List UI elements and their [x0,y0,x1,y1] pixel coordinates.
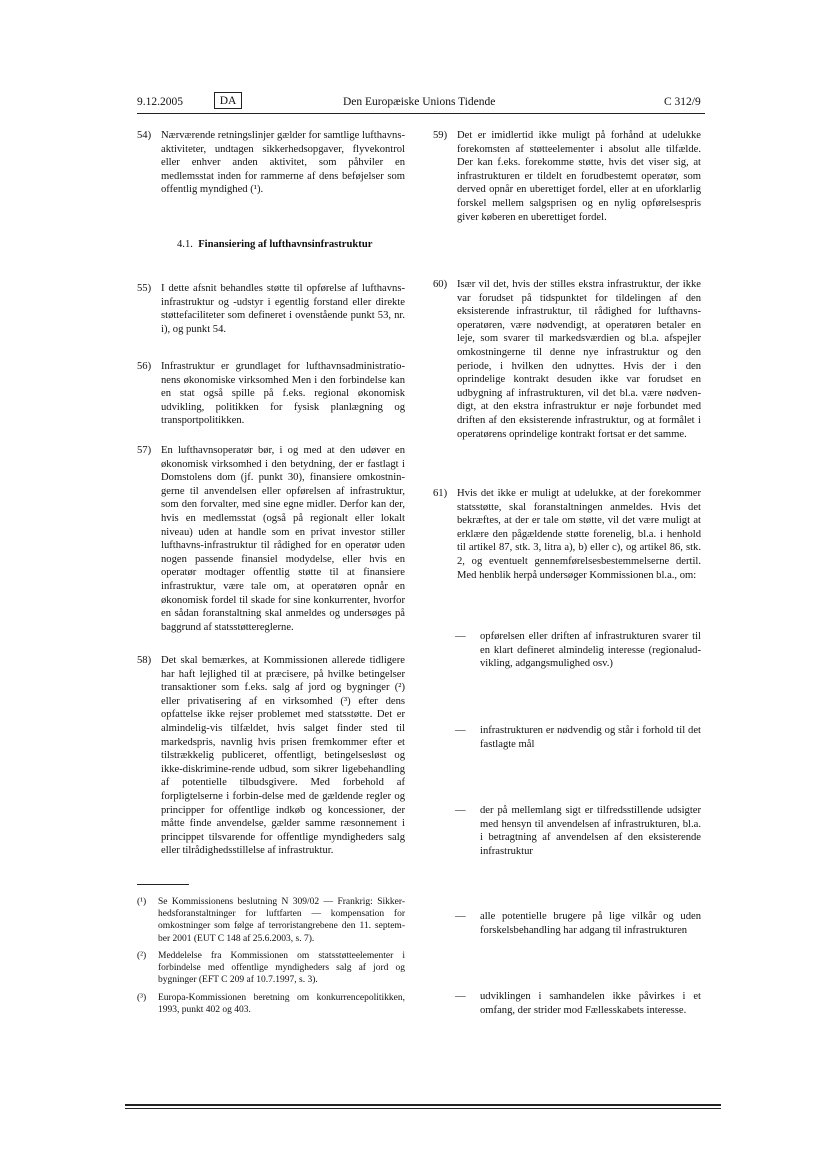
footnote-text: Europa-Kommissionen beretning om konkurrencepolitikken, 1993, punkt 402 og 403. [158,993,405,1016]
paragraph-55 [137,282,405,336]
section-heading [177,238,372,252]
section-number: 4.1. [177,239,193,250]
paragraph-59 [433,129,701,224]
dash-item [455,910,701,937]
paragraph-text: Det er imidlertid ikke muligt på forhånd at udelukke forekomsten af støtteelementer i absolut alle tilfælde. Der kan f.eks. forekomme støtte, hvis det viser sig, at infrastrukturen er tildelt en forudbestemt operatør, som derved opnår en uberettiget fordel, eller at en uforklarlig forskel mellem salgsprisen og en nylig opførelsespris giver køberen en uberettiget fordel. [457,130,701,223]
paragraph-text: Nærværende retningslinjer gælder for samtlige lufthavns-aktiviteter, undtagen sikkerhedsopgaver, flyvekontrol eller enhver anden aktivitet, som påhviler en medlemsstat inden for rammerne af dens beføjelser som offentlig myndighed (¹). [161,130,405,196]
paragraph-60 [433,278,701,441]
footer-rule [125,1104,721,1106]
dash-text: der på mellemlang sigt er tilfredsstillende udsigter med hensyn til anvendelsen af infrastrukturen, bl.a. i betragtning af anvendelsen af den eksisterende infrastruktur [480,805,701,857]
footer-rule-thin [125,1108,721,1109]
footnote-divider [137,884,189,885]
dash-mark: — [455,911,466,922]
dash-item [455,724,701,751]
dash-item [455,990,701,1017]
dash-mark: — [455,631,466,642]
paragraph-text: En lufthavnsoperatør bør, i og med at den udøver en økonomisk virksomhed i den betydning, der er fastlagt i Domstolens dom (jf. punkt 30), finansiere omkostnin-gerne til anvendelsen eller opførelsen af infrastruktur, som den forvalter, med sine egne midler. Derfor kan der, hvis en medlemsstat (også på regionalt eller lokalt niveau) uden at handle som en privat investor stiller lufthavns-infrastruktur til rådighed for en operatør uden nogen passende finansiel modydelse, eller hvis en operatør modtager offentlig støtte til at finansiere infrastruktur, være tale om, at operatøren opnår en økonomisk fordel til skade for sine konkurrenter, hvorfor en sådan foranstaltning skal anmeldes og undersøges på baggrund af statsstøttereglerne. [161,445,405,633]
section-title: Finansiering af lufthavnsinfrastruktur [198,239,373,250]
dash-text: udviklingen i samhandelen ikke påvirkes i et omfang, der strider mod Fællesskabets interesse. [480,991,701,1016]
dash-text: opførelsen eller driften af infrastrukturen svarer til en klart defineret almindelig interesse (regionalud-vikling, adgangsmulighed osv.) [480,631,701,670]
paragraph-57 [137,444,405,634]
paragraph-number: 59) [433,130,448,141]
paragraph-number: 58) [137,655,152,666]
language-badge: DA [214,92,242,109]
paragraph-text: I dette afsnit behandles støtte til opførelse af lufthavns-infrastruktur og -udstyr i egentlig forstand eller direkte støttefaciliteter som defineret i ovenstående punkt 53, nr. i), og punkt 54. [161,283,405,335]
paragraph-number: 60) [433,279,448,290]
paragraph-number: 61) [433,488,448,499]
paragraph-number: 57) [137,445,152,456]
paragraph-number: 55) [137,283,152,294]
dash-mark: — [455,725,466,736]
header-date: 9.12.2005 [137,96,183,108]
journal-title: Den Europæiske Unions Tidende [343,96,496,108]
dash-item [455,630,701,671]
dash-item [455,804,701,858]
footnote-text: Meddelelse fra Kommissionen om statsstøtteelementer i forbindelse med offentlige myndigheders salg af jord og bygninger (EFT C 209 af 10.7.1997, s. 3). [158,951,405,986]
paragraph-61 [433,487,701,582]
dash-text: infrastrukturen er nødvendig og står i forhold til det fastlagte mål [480,725,701,750]
paragraph-text: Infrastruktur er grundlaget for lufthavnsadministratio-nens økonomiske virksomhed Men i den forbindelse kan en stat også spille på f.eks. regional økonomisk udvikling, politikken for fysisk planlægning og transportpolitikken. [161,361,405,427]
dash-text: alle potentielle brugere på lige vilkår og uden forskelsbehandling har adgang til infrastrukturen [480,911,701,936]
footnote-2 [137,950,405,987]
footnote-mark: (¹) [137,897,147,907]
footnote-text: Se Kommissionens beslutning N 309/02 — Frankrig: Sikker-hedsforanstaltninger for luftfarten — kompensation for omkostninger som følge af terroristangrebene den 11. septem-ber 2001 (EUT C 148 af 25.6.2003, s. 7). [158,897,405,944]
header-divider [137,113,705,114]
paragraph-text: Det skal bemærkes, at Kommissionen allerede tidligere har haft lejlighed til at præcisere, på hvilke betingelser transaktioner som f.eks. salg af jord og bygninger (²) eller privatisering af en virksomhed (³) efter dens opfattelse ikke rejser problemet med statsstøtte. Det er almindelig-vis tilfældet, hvis salget finder sted til markedspris, navnlig hvis prisen fremkommer efter et tilstrækkelig publiceret, offentligt, betingelsesløst og ikke-diskrimine-rende udbud, som sikrer ligebehandling af potentielle tilbudsgivere. Med forbehold af forpligtelserne i forbin-delse med de gældende regler og principper for offentlige indkøb og koncessioner, der måtte finde anvendelse, gælder samme ræsonnement i princippet tilsvarende for offentlige myndigheders salg eller tilrådighedsstillelse af infrastruktur. [161,655,405,857]
paragraph-56 [137,360,405,428]
paragraph-text: Især vil det, hvis der stilles ekstra infrastruktur, der ikke var forudset på tidspunktet for tildelingen af den eksisterende infrastruktur, til rådighed for lufthavns-operatøren, være nødvendigt, at operatøren betaler en leje, som svarer til markedsværdien og bl.a. afspejler omkostningerne til denne nye infrastruktur og den periode, i hvilken den udnyttes. Hvis der i den oprindelige kontrakt desuden ikke var forudset en udbygning af infrastrukturen, vil det bl.a. være nødven-digt, at den ekstra infrastruktur er nøje forbundet med driften af den eksisterende infrastruktur, og at formålet i operatørens oprindelige kontrakt fortsat er det samme. [457,279,701,440]
footnote-mark: (³) [137,993,147,1003]
dash-mark: — [455,991,466,1002]
paragraph-text: Hvis det ikke er muligt at udelukke, at der forekommer statsstøtte, skal foranstaltningen anmeldes. Hvis det bekræftes, at der er tale om støtte, vil det være muligt at erklære den pågældende støtte forenelig, bl.a. i henhold til artikel 87, stk. 3, litra a), b) eller c), og artikel 86, stk. 2, og eventuelt gennemførelsesbestemmelserne dertil. Med henblik herpå undersøger Kommissionen bl.a., om: [457,488,701,581]
paragraph-number: 54) [137,130,152,141]
paragraph-number: 56) [137,361,152,372]
footnote-mark: (²) [137,951,147,961]
page-reference: C 312/9 [664,96,701,108]
footnote-1 [137,896,405,945]
dash-mark: — [455,805,466,816]
paragraph-54 [137,129,405,197]
footnote-3 [137,992,405,1016]
paragraph-58 [137,654,405,858]
